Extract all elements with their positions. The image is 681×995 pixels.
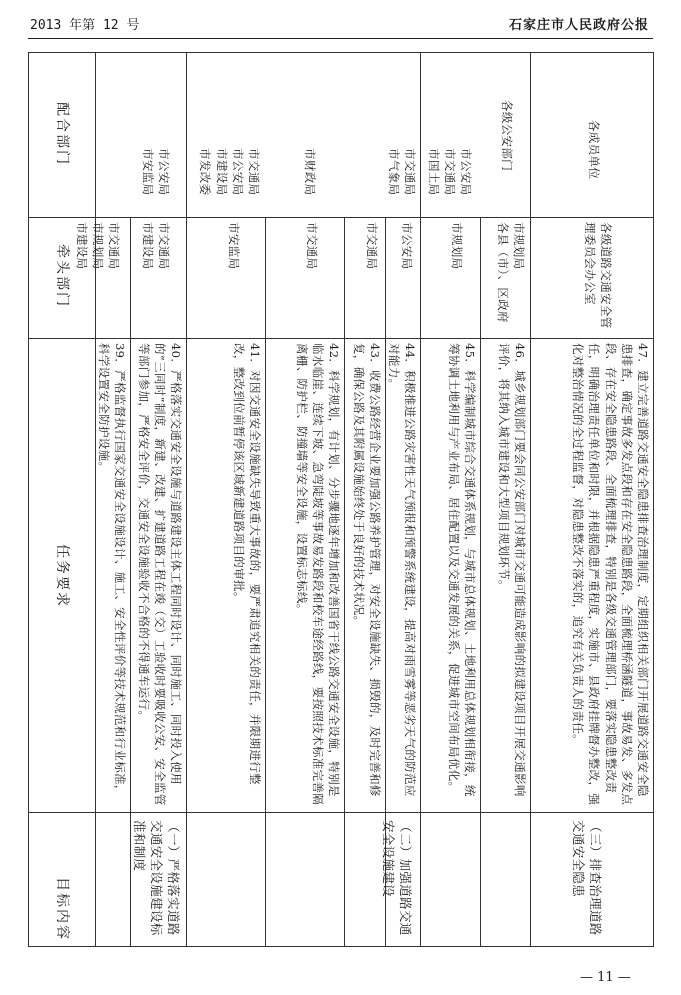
column-header-target: 目标内容 (54, 877, 70, 941)
issue-number: 2013 年第 12 号 (30, 18, 140, 33)
lead-47: 各级道路交通安全管理委员会办公室 (582, 222, 613, 329)
task-43: 43．收费公路经营企业要加强公路养护管理，对安全设施缺失、损毁的，及时完善和修复，确保公路及其附属设施始终处于良好的技术状况。 (351, 343, 382, 797)
group-label-2: （二）加强道路交通安全设施建设 (381, 820, 413, 936)
lead-39: 市交通局 市规划局 市建设局 (74, 222, 121, 270)
coop-42: 市财政局 (303, 148, 317, 196)
row-sep-8 (530, 52, 531, 947)
page-number: — 11 — (580, 970, 631, 985)
coop-40: 市公安局 市安监局 (140, 148, 171, 196)
column-header-task: 任务要求 (54, 544, 70, 608)
column-header-coop: 配合部门 (54, 102, 70, 166)
lead-45: 市规划局 (450, 222, 464, 270)
lead-43: 市交通局 (365, 222, 379, 270)
task-39: 39．严格监督执行国家交通安全设施设计、施工、安全性评价等技术规范和行业标准，科学设置安全防护设施。 (96, 343, 127, 797)
coop-41: 市交通局 市公安局 市建设局 市发改委 (198, 148, 261, 196)
row-sep-6 (420, 52, 421, 947)
lead-44: 市公安局 (400, 222, 414, 270)
col-sep-1 (28, 217, 654, 218)
task-40: 40．严格落实交通安全设施与道路建设主体工程同时设计、同时施工、同时投入使用的“三同时”制度，新建、改建、扩建道路工程在竣（交）工验收时要吸收公安、安全监管等部门参加，严格安全评价，交通安全设施验收不合格的不得通车运行。 (136, 343, 183, 806)
lead-41: 市安监局 (227, 222, 241, 270)
col-sep-3 (28, 812, 654, 813)
coop-47: 各成员单位 (587, 120, 601, 180)
row-sep-4 (344, 217, 345, 947)
coop-46: 各级公安部门 (500, 100, 514, 172)
lead-46: 市规划局 各县（市）、区政府 (495, 222, 526, 323)
task-42: 42．科学规划，有计划、分步骤地逐年增加和改善国省干线公路交通安全设施，特别是临水临崖、连续下坡、急弯陡坡等事故易发路段和校车途经路线，要按照技术标准完善隔离栅、防护栏、防撞墙等安全设施，设置标志标线。 (294, 343, 341, 806)
group-label-1: （一）严格落实道路交通安全设施建设标准和制度 (132, 820, 181, 936)
task-45: 45．科学编制城市综合交通体系规划，与城市总体规划、土地利用总体规划相衔接，统筹协调土地利用与产业布局、居住配置以及交通发展的关系，促进城市空间布局优化。 (446, 343, 477, 797)
row-sep-2 (186, 52, 187, 947)
header-rule (28, 38, 653, 39)
table-border-bottom (28, 946, 654, 947)
task-47: 47．建立完善道路交通安全隐患排查治理制度，定期组织相关部门开展道路交通安全隐患排查，确定事故多发点段和存在安全隐患路段，全面梳理桥涵隧道，事故易发、多发点段、存在安全隐患路段、全面梳理排查，特别是各级交通管理部门，要落实隐患整改责任，明确治理责任单位和时限，并根据隐患严重程度，实施市、县政府挂牌督办整改，强化对整治情况的全过程监督，对隐患整改不落实的，追究有关负责人的责任。 (571, 343, 650, 806)
col-sep-2 (28, 338, 654, 339)
task-44: 44．积极推进公路灾害性天气预报和预警系统建设，提高对雨雪雾等恶劣天气的防范应对能力。 (386, 343, 417, 797)
group-label-3: （三）排查治理道路交通安全隐患 (571, 820, 603, 936)
coop-44: 市交通局 市气象局 (386, 148, 417, 196)
lead-42: 市交通局 (305, 222, 319, 270)
table-border-top (28, 52, 654, 53)
publication-title: 石家庄市人民政府公报 (508, 18, 649, 33)
lead-40: 市交通局 市建设局 (140, 222, 171, 270)
coop-45: 市公安局 市交通局 市国土局 (426, 148, 473, 196)
task-46: 46．城乡规划部门要会同公安部门对城市交通可能造成影响的拟建设项目开展交通影响评价，将其纳入城市建设和大型项目规划环节。 (496, 343, 527, 797)
column-header-lead: 牵头部门 (54, 244, 70, 308)
task-41: 41．对因交通安全设施缺失导致重大事故的，要严肃追究相关的责任，并限期进行整改，整改到位前暂停该区域新建道路项目的审批。 (231, 343, 262, 785)
